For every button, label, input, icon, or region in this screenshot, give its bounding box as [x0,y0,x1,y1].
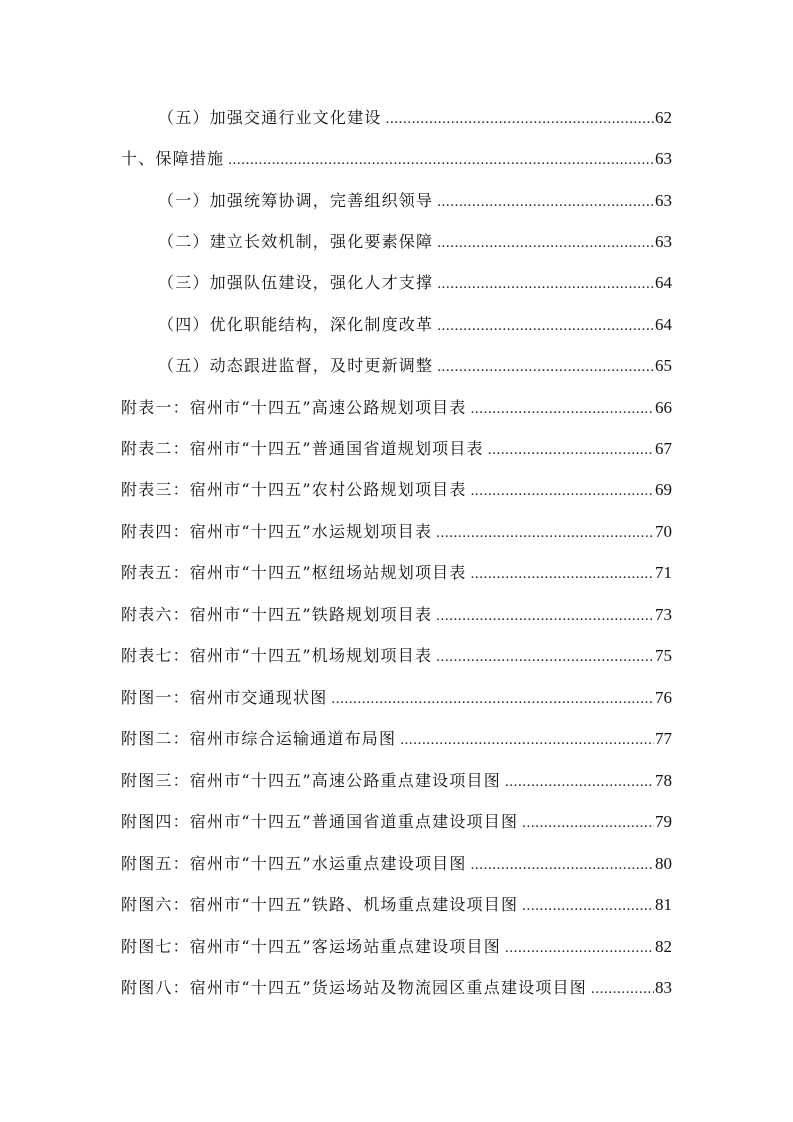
toc-entry-title: 附表七：宿州市“十四五”机场规划项目表 [121,646,433,665]
toc-entry-title: 附表一：宿州市“十四五”高速公路规划项目表 [121,398,467,417]
toc-dot-leader [488,437,654,463]
toc-dot-leader [471,396,654,422]
toc-page-number: 62 [655,108,672,127]
toc-entry[interactable] [158,353,672,379]
toc-entry[interactable] [158,188,672,214]
toc-dot-leader [228,147,654,173]
toc-page-number: 63 [655,191,672,210]
toc-dot-leader [437,354,654,380]
toc-entry-title: 附图七：宿州市“十四五”客运场站重点建设项目图 [121,937,501,956]
toc-page-number: 75 [655,646,672,665]
toc-entry-title: 附图一：宿州市交通现状图 [121,688,328,707]
toc-entry[interactable] [158,270,672,296]
toc-entry[interactable] [121,560,672,586]
toc-dot-leader [436,520,654,546]
toc-entry-title: （三）加强队伍建设，强化人才支撑 [158,273,434,292]
toc-entry-title: 十、保障措施 [121,149,225,168]
toc-page-number: 76 [655,688,672,707]
toc-page-number: 78 [655,771,672,790]
toc-dot-leader [471,852,654,878]
toc-entry[interactable] [121,934,672,960]
toc-dot-leader [471,478,654,504]
toc-dot-leader [400,727,654,753]
toc-entry-title: 附表二：宿州市“十四五”普通国省道规划项目表 [121,439,484,458]
toc-page-number: 70 [655,522,672,541]
toc-entry-title: 附图六：宿州市“十四五”铁路、机场重点建设项目图 [121,895,519,914]
toc-dot-leader [437,189,654,215]
toc-entry[interactable] [121,395,672,421]
toc-entry-title: （五）加强交通行业文化建设 [158,108,382,127]
toc-page-number: 66 [655,398,672,417]
toc-entry-title: 附图八：宿州市“十四五”货运场站及物流园区重点建设项目图 [121,978,587,997]
toc-entry-title: 附表四：宿州市“十四五”水运规划项目表 [121,522,433,541]
toc-entry[interactable] [121,436,672,462]
toc-dot-leader [437,230,654,256]
toc-page-number: 71 [655,563,672,582]
toc-page-number: 77 [655,729,672,748]
toc-entry[interactable] [121,477,672,503]
toc-page-number: 63 [655,149,672,168]
toc-dot-leader [591,976,654,1002]
toc-entry[interactable] [121,851,672,877]
toc-entry[interactable] [158,312,672,338]
toc-dot-leader [331,686,654,712]
toc-entry-title: （四）优化职能结构，深化制度改革 [158,315,434,334]
toc-page-number: 83 [655,978,672,997]
toc-dot-leader [505,769,654,795]
toc-entry-title: 附图五：宿州市“十四五”水运重点建设项目图 [121,854,467,873]
toc-entry-title: 附表六：宿州市“十四五”铁路规划项目表 [121,605,433,624]
toc-dot-leader [386,106,654,132]
toc-dot-leader [522,893,654,919]
toc-entry-title: （二）建立长效机制，强化要素保障 [158,232,434,251]
toc-page-number: 80 [655,854,672,873]
toc-page-number: 69 [655,480,672,499]
toc-dot-leader [471,561,654,587]
toc-entry[interactable] [121,519,672,545]
toc-entry-title: 附图三：宿州市“十四五”高速公路重点建设项目图 [121,771,501,790]
toc-entry[interactable] [121,146,672,172]
toc-entry-title: 附表五：宿州市“十四五”枢纽场站规划项目表 [121,563,467,582]
toc-dot-leader [437,313,654,339]
toc-entry[interactable] [121,809,672,835]
toc-page-number: 82 [655,937,672,956]
toc-page-number: 63 [655,232,672,251]
toc-entry[interactable] [121,975,672,1001]
toc-entry-title: 附表三：宿州市“十四五”农村公路规划项目表 [121,480,467,499]
toc-dot-leader [436,644,654,670]
toc-entry[interactable] [121,726,672,752]
toc-entry-title: 附图四：宿州市“十四五”普通国省道重点建设项目图 [121,812,519,831]
toc-entry[interactable] [121,892,672,918]
toc-entry-title: 附图二：宿州市综合运输通道布局图 [121,729,397,748]
toc-page-number: 65 [655,356,672,375]
toc-entry[interactable] [121,685,672,711]
toc-entry-title: （一）加强统筹协调，完善组织领导 [158,191,434,210]
toc-entry[interactable] [158,229,672,255]
toc-page-number: 67 [655,439,672,458]
toc-page-number: 64 [655,273,672,292]
toc-dot-leader [522,810,654,836]
toc-dot-leader [505,935,654,961]
toc-page-number: 81 [655,895,672,914]
toc-entry[interactable] [121,643,672,669]
toc-entry[interactable] [121,602,672,628]
toc-page-number: 79 [655,812,672,831]
toc-page-number: 73 [655,605,672,624]
toc-page-number: 64 [655,315,672,334]
toc-dot-leader [436,603,654,629]
toc-entry[interactable] [158,105,672,131]
toc-dot-leader [437,271,654,297]
toc-entry-title: （五）动态跟进监督，及时更新调整 [158,356,434,375]
toc-entry[interactable] [121,768,672,794]
